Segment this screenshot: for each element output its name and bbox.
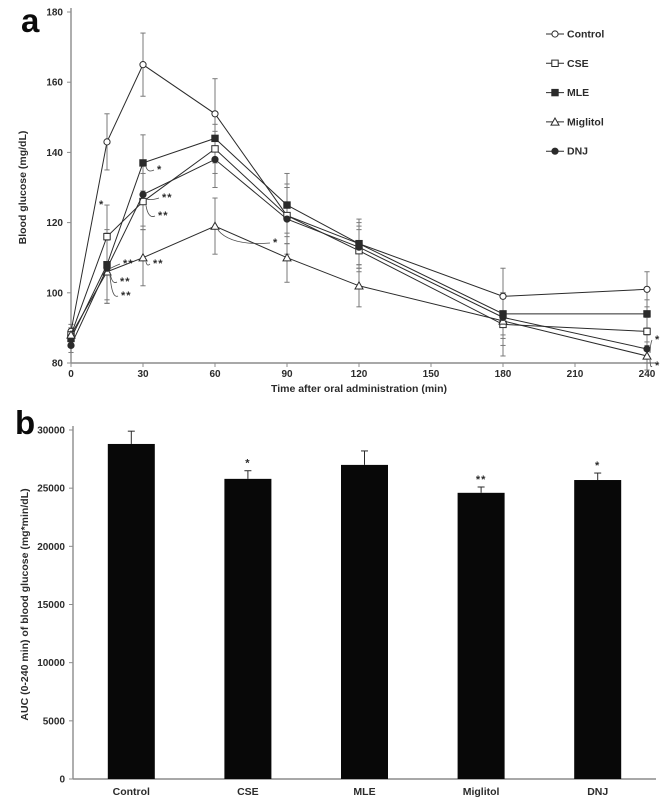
significance-annotations [99, 164, 660, 372]
svg-text:120: 120 [46, 218, 63, 230]
svg-text:**: ** [162, 192, 173, 204]
svg-text:0: 0 [59, 774, 65, 786]
svg-text:DNJ: DNJ [587, 786, 609, 798]
tick-labels [46, 8, 655, 381]
svg-text:**: ** [123, 258, 134, 270]
svg-text:160: 160 [46, 77, 63, 89]
svg-text:CSE: CSE [567, 57, 589, 70]
bar-chart-auc [0, 400, 666, 801]
category-labels [113, 786, 609, 798]
svg-text:150: 150 [422, 369, 440, 380]
svg-text:AUC (0-240 min) of blood gluco: AUC (0-240 min) of blood glucose (mg*min/dL) [19, 488, 31, 721]
svg-text:*: * [99, 199, 105, 211]
svg-text:**: ** [121, 290, 132, 302]
svg-text:10000: 10000 [37, 658, 65, 670]
bar-miglitol [458, 493, 505, 779]
legend [546, 29, 604, 158]
panel-a [0, 0, 666, 400]
svg-text:DNJ: DNJ [567, 145, 589, 158]
svg-text:**: ** [158, 210, 169, 222]
svg-text:180: 180 [494, 369, 512, 380]
panel-b [0, 400, 666, 801]
svg-text:20000: 20000 [37, 541, 65, 553]
svg-text:*: * [273, 237, 279, 249]
svg-text:**: ** [120, 276, 131, 288]
svg-text:*: * [655, 334, 661, 346]
bar-cse [224, 479, 271, 779]
svg-text:30000: 30000 [37, 425, 65, 437]
svg-text:Control: Control [112, 786, 150, 798]
svg-text:30: 30 [137, 369, 149, 380]
svg-text:*: * [655, 360, 661, 372]
svg-text:*: * [595, 460, 601, 473]
svg-text:120: 120 [350, 369, 368, 380]
svg-text:25000: 25000 [37, 483, 65, 495]
svg-text:100: 100 [46, 288, 63, 300]
bar-mle [341, 465, 388, 779]
svg-text:180: 180 [46, 7, 63, 19]
svg-text:MLE: MLE [567, 87, 590, 100]
svg-text:*: * [157, 164, 163, 176]
svg-text:0: 0 [68, 369, 74, 380]
tick-labels [37, 426, 65, 786]
error-bars [68, 33, 649, 370]
svg-text:90: 90 [281, 369, 293, 380]
significance-annotations [245, 458, 600, 486]
axis-titles [19, 488, 31, 720]
svg-text:*: * [245, 457, 251, 470]
panel-a-label: a [21, 2, 40, 39]
svg-text:240: 240 [638, 369, 656, 380]
svg-text:Control: Control [567, 28, 605, 41]
svg-text:210: 210 [566, 369, 584, 380]
panel-b-label: b [15, 404, 36, 441]
svg-text:60: 60 [209, 369, 221, 380]
svg-text:Miglitol: Miglitol [567, 116, 604, 129]
svg-text:Miglitol: Miglitol [462, 786, 500, 798]
bar-dnj [574, 480, 621, 779]
line-chart-blood-glucose [0, 0, 666, 400]
svg-text:CSE: CSE [237, 786, 259, 798]
bars [108, 444, 621, 779]
svg-text:140: 140 [46, 147, 63, 159]
svg-text:Blood glucose (mg/dL): Blood glucose (mg/dL) [17, 130, 29, 245]
bar-control [108, 444, 155, 779]
svg-text:Time after oral administration: Time after oral administration (min) [270, 383, 448, 395]
svg-text:**: ** [475, 474, 487, 487]
svg-text:MLE: MLE [353, 786, 376, 798]
svg-text:5000: 5000 [42, 716, 65, 728]
svg-text:80: 80 [51, 358, 63, 370]
svg-text:15000: 15000 [37, 600, 65, 611]
svg-text:**: ** [153, 258, 164, 270]
